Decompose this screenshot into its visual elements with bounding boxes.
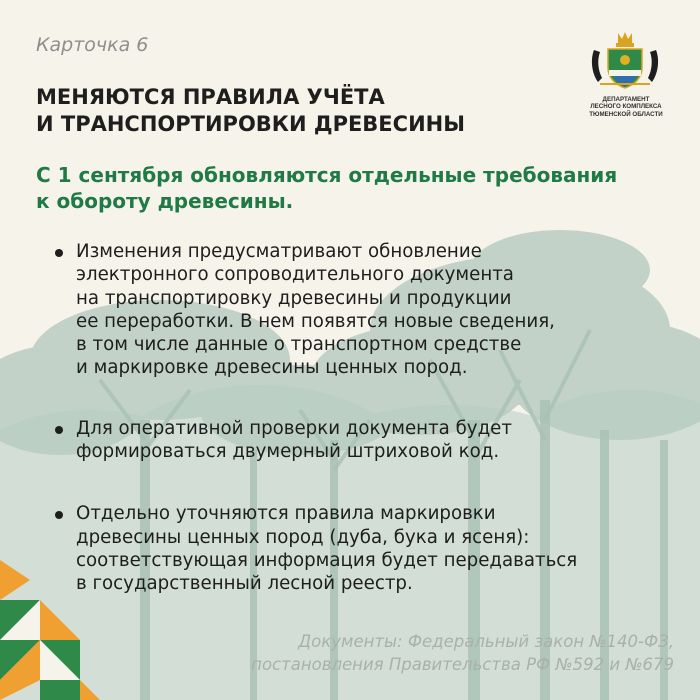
- bullet-item: [52, 502, 662, 595]
- title-line: МЕНЯЮТСЯ ПРАВИЛА УЧЁТА: [36, 85, 385, 109]
- documents-line: постановления Правительства РФ №592 и №679: [251, 654, 674, 674]
- page-title: [36, 84, 465, 138]
- subtitle-line: С 1 сентября обновляются отдельные требования: [36, 163, 618, 187]
- bullet-line: на транспортировку древесины и продукции: [76, 287, 512, 309]
- bullet-line: ее переработки. В нем появятся новые сведения,: [76, 310, 555, 332]
- bullet-line: электронного сопроводительного документа: [76, 264, 514, 286]
- bullet-item: [52, 240, 662, 380]
- bullet-line: в том числе данные о транспортном средстве: [76, 334, 522, 356]
- bullet-line: Для оперативной проверки документа будет: [76, 417, 512, 439]
- bullet-line: древесины ценных пород (дуба, бука и ясеня):: [76, 526, 530, 548]
- bullet-line: Отдельно уточняются правила маркировки: [76, 503, 496, 525]
- bullet-dot-icon: [55, 426, 63, 434]
- card-number-label: Карточка 6: [36, 34, 149, 56]
- bullet-item: [52, 417, 662, 464]
- department-line: ЛЕСНОГО КОМПЛЕКСА: [590, 103, 662, 111]
- department-line: ТЮМЕНСКОЙ ОБЛАСТИ: [589, 110, 663, 118]
- bullet-list: [52, 240, 662, 596]
- documents-line: Документы: Федеральный закон №140-ФЗ,: [298, 632, 674, 651]
- department-name: [572, 96, 680, 118]
- bullet-line: в государственный лесной реестр.: [76, 573, 413, 595]
- bullet-line: Изменения предусматривают обновление: [76, 241, 482, 262]
- bullet-dot-icon: [55, 249, 63, 257]
- bullet-line: и маркировке древесины ценных пород.: [76, 357, 468, 379]
- coat-of-arms-icon: [588, 30, 662, 94]
- department-line: ДЕПАРТАМЕНТ: [602, 96, 650, 103]
- subtitle: [36, 162, 617, 214]
- bullet-line: соответствующая информация будет передаваться: [76, 549, 578, 571]
- bullet-line: формироваться двумерный штриховой код.: [76, 441, 500, 463]
- title-line: И ТРАНСПОРТИРОВКИ ДРЕВЕСИНЫ: [36, 112, 465, 136]
- bullet-dot-icon: [55, 511, 63, 519]
- documents-footnote: [251, 631, 674, 676]
- subtitle-line: к обороту древесины.: [36, 189, 294, 213]
